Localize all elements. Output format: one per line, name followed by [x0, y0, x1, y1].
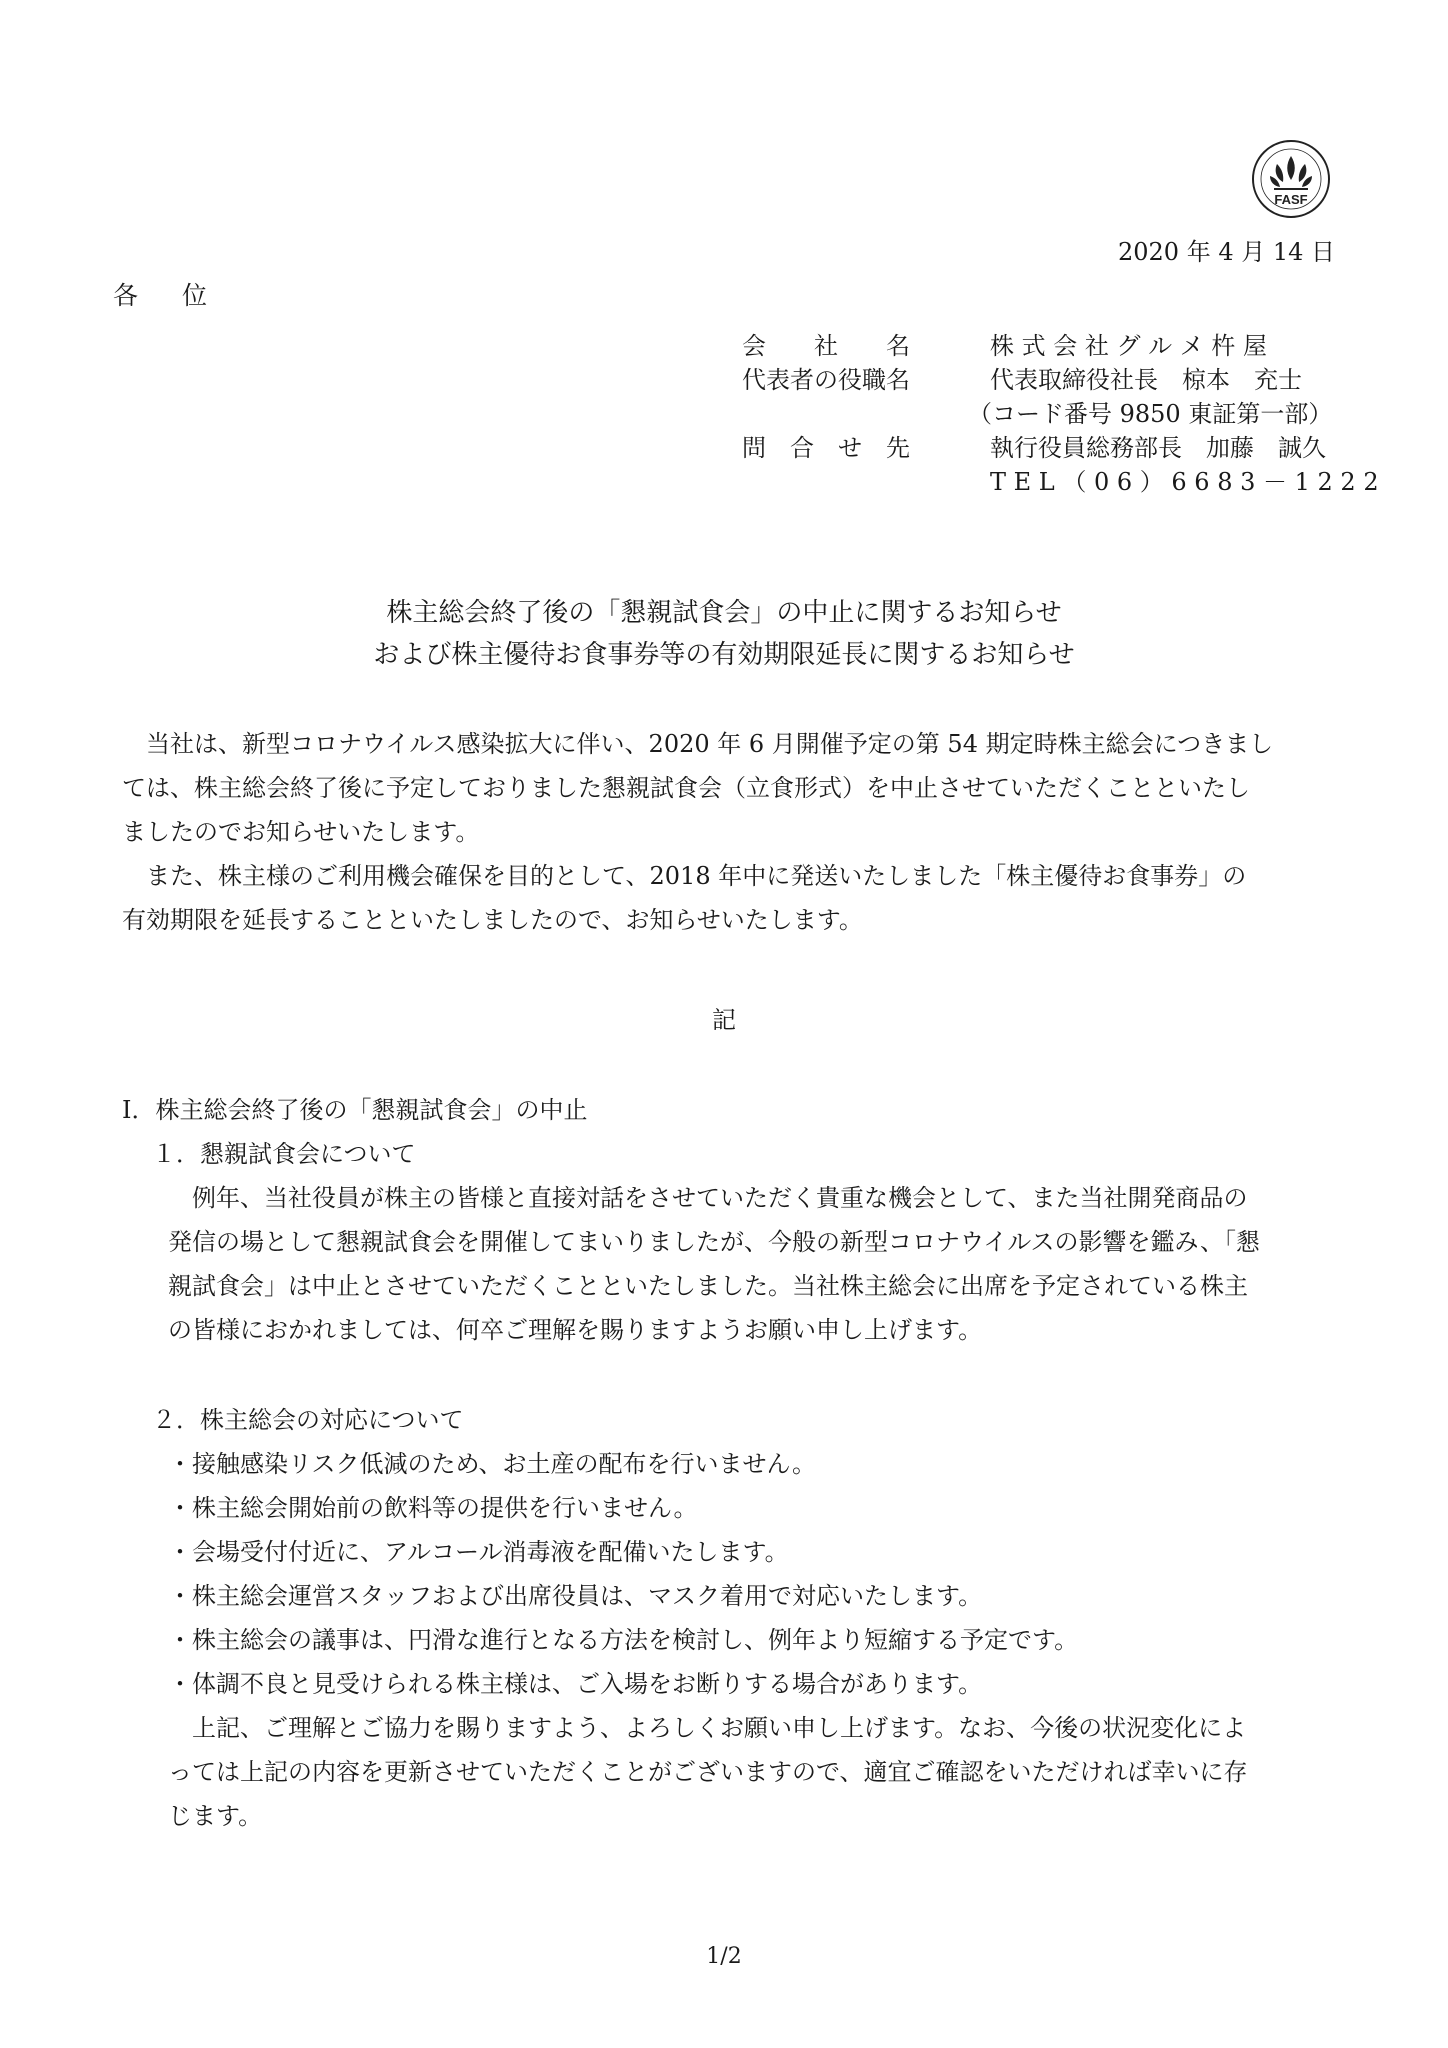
bullet-item: ・株主総会の議事は、円滑な進行となる方法を検討し、例年より短縮する予定です。: [168, 1626, 1079, 1654]
intro-line: また、株主様のご利用機会確保を目的として、2018 年中に発送いたしました「株主優待お食事券」の: [122, 862, 1247, 890]
intro-line: ては、株主総会終了後に予定しておりました懇親試食会（立食形式）を中止させていただくことといたし: [122, 774, 1250, 802]
subsection-1-line: 例年、当社役員が株主の皆様と直接対話をさせていただく貴重な機会として、また当社開発商品の: [168, 1184, 1248, 1212]
closing-line: っては上記の内容を更新させていただくことがございますので、適宜ご確認をいただければ幸いに存: [168, 1758, 1248, 1786]
company-name-value: 株 式 会 社 グ ル メ 杵 屋: [990, 332, 1268, 360]
bullet-item: ・体調不良と見受けられる株主様は、ご入場をお断りする場合があります。: [168, 1670, 983, 1698]
bullet-item: ・株主総会開始前の飲料等の提供を行いません。: [168, 1494, 698, 1522]
addressee: 各 位: [113, 281, 225, 310]
subsection-1-line: 親試食会」は中止とさせていただくことといたしました。当社株主総会に出席を予定されている株主: [168, 1272, 1248, 1300]
document-date: 2020 年 4 月 14 日: [1118, 238, 1336, 266]
section-1-heading: Ⅰ．株主総会終了後の「懇親試食会」の中止: [122, 1096, 588, 1124]
contact-value: 執行役員総務部長 加藤 誠久: [990, 434, 1326, 462]
closing-line: じます。: [168, 1802, 263, 1830]
title-line-1: 株主総会終了後の「懇親試食会」の中止に関するお知らせ: [386, 598, 1062, 628]
logo-text: FASF: [1274, 192, 1308, 207]
subsection-1-line: の皆様におかれましては、何卒ご理解を賜りますようお願い申し上げます。: [168, 1316, 983, 1344]
bullet-item: ・株主総会運営スタッフおよび出席役員は、マスク着用で対応いたします。: [168, 1582, 983, 1610]
ki-mark: 記: [712, 1006, 736, 1034]
fasf-logo: [1250, 138, 1332, 220]
bullet-item: ・接触感染リスク低減のため、お土産の配布を行いません。: [168, 1450, 816, 1478]
subsection-1-line: 発信の場として懇親試食会を開催してまいりましたが、今般の新型コロナウイルスの影響を鑑み、「懇: [168, 1228, 1260, 1256]
representative-label: 代表者の役職名: [742, 366, 910, 394]
contact-label: 問 合 せ 先: [742, 434, 910, 462]
subsection-2-heading: ２．株主総会の対応について: [152, 1406, 464, 1434]
representative-value: 代表取締役社長 椋本 充士: [990, 366, 1302, 394]
subsection-1-heading: １．懇親試食会について: [152, 1140, 416, 1168]
page-number: 1/2: [706, 1944, 742, 1969]
contact-phone: T E L （ 0 6 ） 6 6 8 3 － 1 2 2 2: [990, 468, 1379, 496]
intro-line: ましたのでお知らせいたします。: [122, 818, 480, 846]
closing-line: 上記、ご理解とご協力を賜りますよう、よろしくお願い申し上げます。なお、今後の状況変化によ: [168, 1714, 1247, 1742]
bullet-item: ・会場受付付近に、アルコール消毒液を配備いたします。: [168, 1538, 789, 1566]
stock-code: （コード番号 9850 東証第一部）: [968, 400, 1333, 428]
intro-line: 当社は、新型コロナウイルス感染拡大に伴い、2020 年 6 月開催予定の第 54 期定時株主総会につきまし: [122, 730, 1274, 758]
title-line-2: および株主優待お食事券等の有効期限延長に関するお知らせ: [373, 640, 1075, 670]
intro-line: 有効期限を延長することといたしましたので、お知らせいたします。: [122, 906, 863, 934]
company-name-label: 会 社 名: [742, 332, 910, 360]
